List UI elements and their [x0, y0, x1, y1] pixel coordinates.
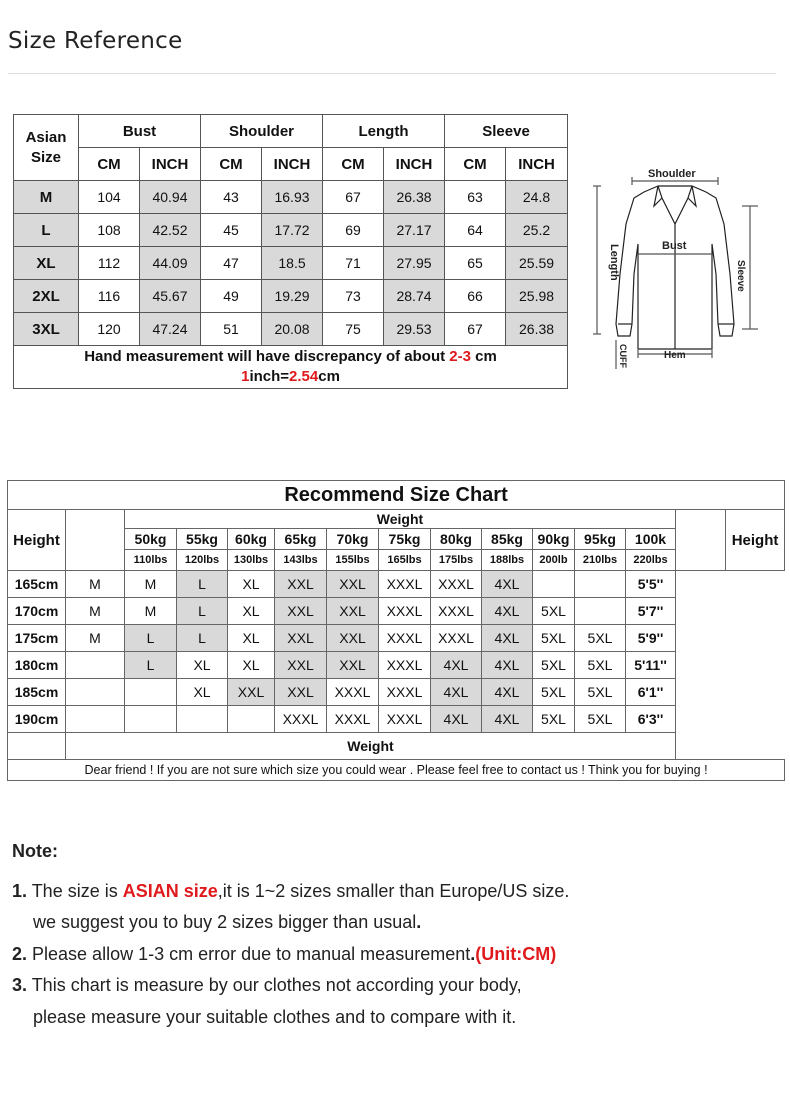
weight-kg-header: 60kg: [228, 529, 275, 550]
recommended-size-cell: 5XL: [575, 625, 626, 652]
recommended-size-cell: XL: [177, 679, 228, 706]
note-3: 3. This chart is measure by our clothes not according your body,: [12, 975, 522, 995]
group-header: Bust: [79, 115, 201, 148]
measurement-cell: 47: [201, 247, 262, 280]
corner-cell: [66, 510, 125, 571]
measurement-cell: 112: [79, 247, 140, 280]
recommended-size-cell: 5XL: [575, 652, 626, 679]
recommended-size-cell: XL: [177, 652, 228, 679]
recommended-size-cell: [575, 571, 626, 598]
weight-kg-header: 55kg: [177, 529, 228, 550]
recommend-title: Recommend Size Chart: [8, 481, 785, 510]
recommended-size-cell: XXXL: [431, 598, 482, 625]
shirt-diagram: [592, 164, 762, 374]
recommended-size-cell: XXXL: [327, 706, 379, 733]
note-1-line-2: we suggest you to buy 2 sizes bigger than usual.: [33, 912, 422, 932]
measurement-cell: 26.38: [506, 313, 568, 346]
size-row: [14, 280, 568, 313]
measurement-cell: 43: [201, 181, 262, 214]
height-row: [8, 706, 785, 733]
bottom-corner-cell: [8, 733, 66, 760]
measurement-cell: 25.2: [506, 214, 568, 247]
recommended-size-cell: XL: [228, 571, 275, 598]
unit-header: INCH: [140, 148, 201, 181]
height-ft-label: 6'3'': [626, 706, 676, 733]
weight-lbs-header: 220lbs: [626, 550, 676, 571]
size-corner-label: Asian Size: [14, 115, 79, 181]
recommended-size-cell: 5XL: [575, 706, 626, 733]
chart-footer-message: Dear friend ! If you are not sure which size you could wear . Please feel free to contact us ! Think you for buying !: [8, 760, 785, 781]
weight-kg-header: 95kg: [575, 529, 626, 550]
weight-lbs-header: 165lbs: [379, 550, 431, 571]
unit-header: CM: [79, 148, 140, 181]
height-ft-label: 5'11'': [626, 652, 676, 679]
recommended-size-cell: XL: [228, 652, 275, 679]
recommended-size-cell: 4XL: [482, 598, 533, 625]
note-1: 1. The size is ASIAN size,it is 1~2 sizes smaller than Europe/US size.: [12, 880, 570, 901]
unit-header: INCH: [506, 148, 568, 181]
recommended-size-cell: [66, 706, 125, 733]
size-table: [13, 114, 568, 389]
measurement-cell: 104: [79, 181, 140, 214]
weight-kg-header: 85kg: [482, 529, 533, 550]
recommended-size-cell: XXL: [327, 571, 379, 598]
recommended-size-cell: M: [66, 625, 125, 652]
recommended-size-cell: XXL: [275, 571, 327, 598]
measurement-cell: 42.52: [140, 214, 201, 247]
recommended-size-cell: 5XL: [575, 679, 626, 706]
recommended-size-cell: XXXL: [379, 625, 431, 652]
weight-kg-header: 100k: [626, 529, 676, 550]
recommend-size-chart: [7, 480, 785, 781]
recommended-size-cell: L: [125, 652, 177, 679]
size-label: L: [14, 214, 79, 247]
measurement-cell: 25.59: [506, 247, 568, 280]
weight-lbs-header: 110lbs: [125, 550, 177, 571]
measurement-cell: 108: [79, 214, 140, 247]
recommended-size-cell: XXL: [275, 679, 327, 706]
height-ft-label: 5'7'': [626, 598, 676, 625]
height-row: [8, 679, 785, 706]
recommended-size-cell: 4XL: [482, 625, 533, 652]
measurement-cell: 67: [323, 181, 384, 214]
recommended-size-cell: 4XL: [431, 652, 482, 679]
recommended-size-cell: [66, 679, 125, 706]
notes-heading: Note:: [12, 841, 58, 861]
height-cm-label: 190cm: [8, 706, 66, 733]
weight-kg-header: 50kg: [125, 529, 177, 550]
recommended-size-cell: 4XL: [482, 679, 533, 706]
recommended-size-cell: XXL: [275, 625, 327, 652]
recommended-size-cell: XXL: [275, 652, 327, 679]
measurement-cell: 120: [79, 313, 140, 346]
weight-lbs-header: 210lbs: [575, 550, 626, 571]
height-row: [8, 652, 785, 679]
recommended-size-cell: XXXL: [431, 571, 482, 598]
recommended-size-cell: L: [177, 625, 228, 652]
recommended-size-cell: M: [125, 571, 177, 598]
size-label: M: [14, 181, 79, 214]
title-divider: [8, 73, 776, 74]
measurement-cell: 45.67: [140, 280, 201, 313]
measurement-cell: 17.72: [262, 214, 323, 247]
height-cm-label: 170cm: [8, 598, 66, 625]
weight-lbs-header: 188lbs: [482, 550, 533, 571]
measurement-cell: 71: [323, 247, 384, 280]
measurement-cell: 20.08: [262, 313, 323, 346]
measurement-cell: 67: [445, 313, 506, 346]
height-ft-label: 5'5'': [626, 571, 676, 598]
recommended-size-cell: XXL: [327, 598, 379, 625]
recommended-size-cell: [177, 706, 228, 733]
shoulder-label: Shoulder: [648, 168, 696, 180]
measurement-cell: 24.8: [506, 181, 568, 214]
height-cm-label: 165cm: [8, 571, 66, 598]
measurement-cell: 28.74: [384, 280, 445, 313]
weight-lbs-header: 200lb: [533, 550, 575, 571]
measurement-cell: 49: [201, 280, 262, 313]
unit-header: CM: [445, 148, 506, 181]
measurement-cell: 116: [79, 280, 140, 313]
recommended-size-cell: L: [177, 571, 228, 598]
measurement-cell: 63: [445, 181, 506, 214]
weight-axis-label-bottom: Weight: [66, 733, 676, 760]
height-ft-label: 5'9'': [626, 625, 676, 652]
recommended-size-cell: [228, 706, 275, 733]
recommended-size-cell: [125, 706, 177, 733]
size-label: XL: [14, 247, 79, 280]
recommended-size-cell: L: [177, 598, 228, 625]
measurement-cell: 65: [445, 247, 506, 280]
unit-header: INCH: [384, 148, 445, 181]
measurement-cell: 16.93: [262, 181, 323, 214]
measurement-cell: 27.95: [384, 247, 445, 280]
height-cm-label: 180cm: [8, 652, 66, 679]
recommended-size-cell: 4XL: [431, 706, 482, 733]
group-header: Sleeve: [445, 115, 568, 148]
measurement-cell: 44.09: [140, 247, 201, 280]
recommended-size-cell: XXXL: [379, 652, 431, 679]
recommended-size-cell: XXXL: [431, 625, 482, 652]
height-row: [8, 625, 785, 652]
weight-lbs-header: 175lbs: [431, 550, 482, 571]
weight-axis-label-top: Weight: [125, 510, 676, 529]
recommended-size-cell: M: [125, 598, 177, 625]
measurement-cell: 69: [323, 214, 384, 247]
height-row: [8, 571, 785, 598]
measurement-cell: 75: [323, 313, 384, 346]
size-row: [14, 313, 568, 346]
recommended-size-cell: [575, 598, 626, 625]
weight-kg-header: 75kg: [379, 529, 431, 550]
recommended-size-cell: XXXL: [379, 679, 431, 706]
recommended-size-cell: M: [66, 598, 125, 625]
length-label: Length: [608, 244, 620, 281]
bust-label: Bust: [662, 240, 687, 252]
weight-kg-header: 65kg: [275, 529, 327, 550]
measurement-cell: 27.17: [384, 214, 445, 247]
measurement-cell: 18.5: [262, 247, 323, 280]
weight-kg-header: 80kg: [431, 529, 482, 550]
recommended-size-cell: XXL: [228, 679, 275, 706]
recommended-size-cell: 5XL: [533, 679, 575, 706]
recommended-size-cell: [125, 679, 177, 706]
recommended-size-cell: XXL: [327, 625, 379, 652]
weight-lbs-header: 155lbs: [327, 550, 379, 571]
recommended-size-cell: 4XL: [482, 571, 533, 598]
height-axis-label-right: Height: [726, 510, 785, 571]
size-row: [14, 247, 568, 280]
group-header: Length: [323, 115, 445, 148]
recommended-size-cell: XXXL: [379, 598, 431, 625]
note-2: 2. Please allow 1-3 cm error due to manual measurement.(Unit:CM): [12, 943, 557, 964]
measurement-cell: 66: [445, 280, 506, 313]
note-3-line-2: please measure your suitable clothes and to compare with it.: [33, 1006, 517, 1027]
measurement-cell: 26.38: [384, 181, 445, 214]
measurement-cell: 25.98: [506, 280, 568, 313]
recommended-size-cell: 5XL: [533, 652, 575, 679]
size-row: [14, 181, 568, 214]
height-cm-label: 175cm: [8, 625, 66, 652]
weight-lbs-header: 120lbs: [177, 550, 228, 571]
measurement-cell: 40.94: [140, 181, 201, 214]
measurement-cell: 29.53: [384, 313, 445, 346]
size-row: [14, 214, 568, 247]
group-header: Shoulder: [201, 115, 323, 148]
measurement-cell: 51: [201, 313, 262, 346]
height-row: [8, 598, 785, 625]
recommended-size-cell: XXXL: [379, 571, 431, 598]
recommended-size-cell: XXXL: [327, 679, 379, 706]
corner-cell-right: [676, 510, 726, 571]
measurement-note: Hand measurement will have discrepancy of about 2-3 cm 1inch=2.54cm: [14, 346, 568, 389]
recommended-size-cell: XXXL: [379, 706, 431, 733]
recommended-size-cell: 5XL: [533, 598, 575, 625]
measurement-cell: 47.24: [140, 313, 201, 346]
recommended-size-cell: [66, 652, 125, 679]
recommended-size-cell: XXL: [327, 652, 379, 679]
recommended-size-cell: 5XL: [533, 706, 575, 733]
recommended-size-cell: L: [125, 625, 177, 652]
measurement-cell: 73: [323, 280, 384, 313]
weight-kg-header: 90kg: [533, 529, 575, 550]
hem-label: Hem: [664, 350, 686, 361]
height-axis-label-left: Height: [8, 510, 66, 571]
weight-lbs-header: 130lbs: [228, 550, 275, 571]
recommended-size-cell: XXL: [275, 598, 327, 625]
unit-header: CM: [201, 148, 262, 181]
size-label: 2XL: [14, 280, 79, 313]
recommended-size-cell: XL: [228, 598, 275, 625]
height-ft-label: 6'1'': [626, 679, 676, 706]
weight-kg-header: 70kg: [327, 529, 379, 550]
weight-lbs-header: 143lbs: [275, 550, 327, 571]
unit-header: CM: [323, 148, 384, 181]
recommended-size-cell: 4XL: [482, 652, 533, 679]
height-cm-label: 185cm: [8, 679, 66, 706]
page-title: Size Reference: [8, 28, 183, 54]
sleeve-label: Sleeve: [735, 260, 746, 292]
size-label: 3XL: [14, 313, 79, 346]
measurement-cell: 19.29: [262, 280, 323, 313]
recommended-size-cell: XL: [228, 625, 275, 652]
measurement-cell: 64: [445, 214, 506, 247]
recommended-size-cell: 4XL: [431, 679, 482, 706]
recommended-size-cell: 5XL: [533, 625, 575, 652]
measurement-cell: 45: [201, 214, 262, 247]
recommended-size-cell: M: [66, 571, 125, 598]
unit-header: INCH: [262, 148, 323, 181]
cuff-label: CUFF: [618, 344, 628, 368]
recommended-size-cell: [533, 571, 575, 598]
notes-section: [12, 836, 772, 1033]
recommended-size-cell: XXXL: [275, 706, 327, 733]
recommended-size-cell: 4XL: [482, 706, 533, 733]
